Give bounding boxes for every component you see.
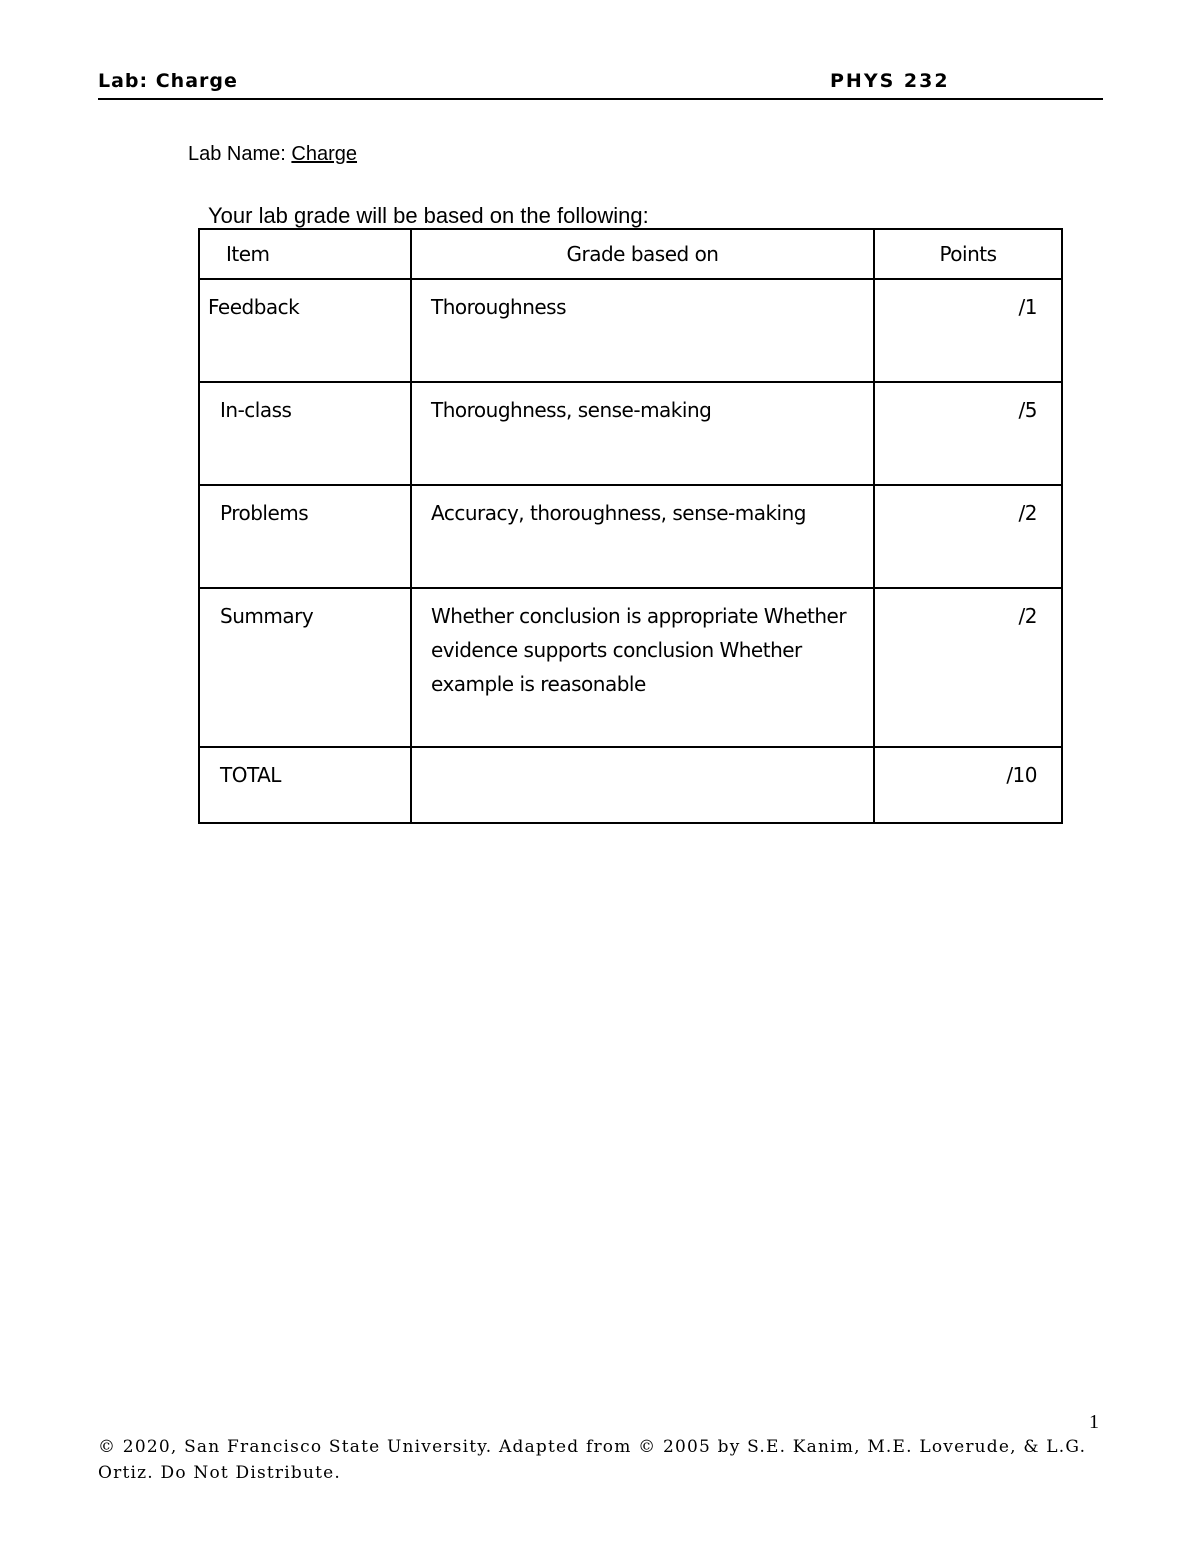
column-header-item: Item (199, 229, 411, 279)
row-points: /5 (874, 382, 1062, 485)
table-row (199, 485, 1062, 588)
header-course-code: PHYS 232 (830, 70, 950, 92)
lab-name-value: Charge (291, 143, 358, 165)
table-header-row (199, 229, 1062, 279)
row-grade-basis: Whether conclusion is appropriate Whether evidence supports conclusion Whether example is reasonable (411, 588, 874, 747)
column-header-points: Points (874, 229, 1062, 279)
row-item: Summary (199, 588, 411, 747)
row-points: /2 (874, 588, 1062, 747)
row-item: TOTAL (199, 747, 411, 823)
row-grade-basis: Thoroughness, sense-making (411, 382, 874, 485)
row-grade-basis: Accuracy, thoroughness, sense-making (411, 485, 874, 588)
copyright-footer: © 2020, San Francisco State University. Adapted from © 2005 by S.E. Kanim, M.E. Loverude, & L.G. Ortiz. Do Not Distribute. (98, 1437, 1087, 1483)
row-grade-basis (411, 747, 874, 823)
lab-name-line (188, 143, 357, 166)
row-points: /1 (874, 279, 1062, 382)
grading-intro: Your lab grade will be based on the following: (208, 203, 649, 228)
table-row (199, 588, 1062, 747)
row-item: In-class (199, 382, 411, 485)
column-header-grade: Grade based on (411, 229, 874, 279)
row-grade-basis: Thoroughness (411, 279, 874, 382)
row-points: /2 (874, 485, 1062, 588)
header-lab-title: Lab: Charge (98, 70, 238, 92)
lab-name-label: Lab Name: (188, 143, 286, 165)
page-number: 1 (1089, 1411, 1099, 1433)
table-total-row (199, 747, 1062, 823)
table-row (199, 382, 1062, 485)
row-item: Feedback (199, 279, 411, 382)
grading-table (198, 228, 1063, 824)
row-points: /10 (874, 747, 1062, 823)
page-header (98, 70, 1103, 100)
table-row (199, 279, 1062, 382)
row-item: Problems (199, 485, 411, 588)
